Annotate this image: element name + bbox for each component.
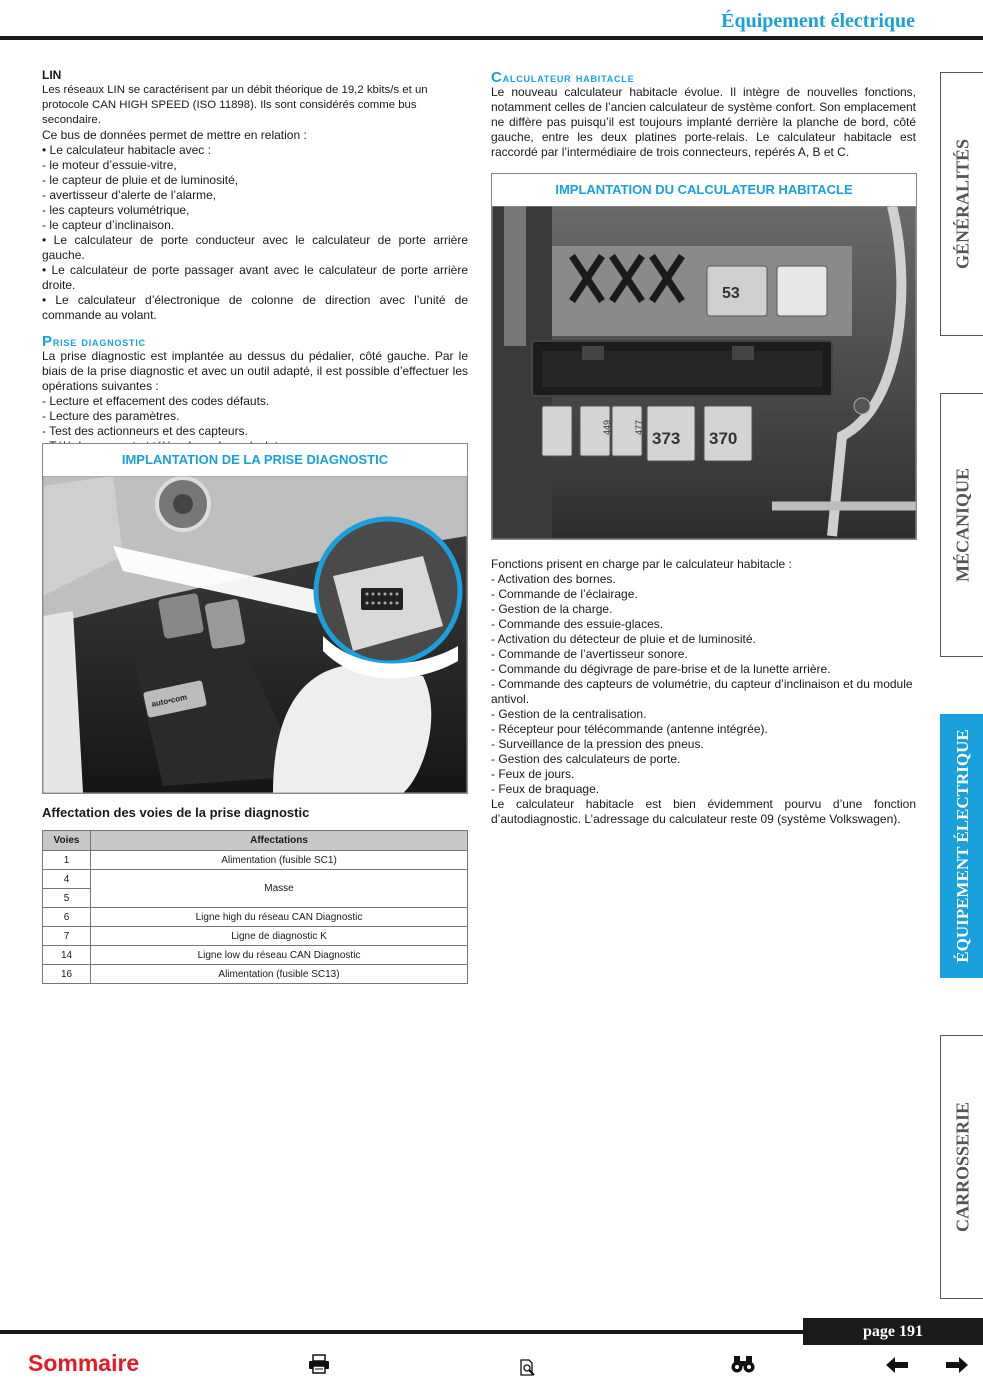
table-row: [43, 946, 468, 965]
section-title: Équipement électrique: [721, 10, 915, 32]
tab-carrosserie[interactable]: [940, 1035, 983, 1299]
arrow-right-icon[interactable]: [946, 1357, 968, 1378]
prise-item: - Lecture des paramètres.: [42, 409, 180, 423]
search-document-icon[interactable]: [519, 1359, 537, 1382]
cell-affectation: Ligne low du réseau CAN Diagnostic: [91, 946, 468, 965]
left-column: [42, 68, 468, 454]
lin-line: • Le calculateur habitacle avec :: [42, 143, 211, 157]
table-row: [43, 927, 468, 946]
cell-affectation: Ligne high du réseau CAN Diagnostic: [91, 908, 468, 927]
lin-line: • Le calculateur de porte conducteur avec le calculateur de porte arrière gauche.: [42, 233, 468, 262]
binoculars-icon[interactable]: [731, 1354, 755, 1379]
tab-label: ÉQUIPEMENT ÉLECTRIQUE: [952, 729, 972, 963]
cell-voie: 14: [43, 946, 91, 965]
lin-line: - le capteur d’inclinaison.: [42, 218, 175, 232]
photo-footwell: [43, 476, 467, 793]
figure-calculateur-habitacle: [491, 173, 917, 540]
function-item: - Gestion de la charge.: [491, 602, 613, 616]
cell-affectation: Alimentation (fusible SC13): [91, 965, 468, 984]
figure-prise-diagnostic: [42, 443, 468, 794]
cell-affectation: Ligne de diagnostic K: [91, 927, 468, 946]
page-number: page 191: [803, 1318, 983, 1345]
tab-label: MÉCANIQUE: [952, 467, 972, 583]
arrow-left-icon[interactable]: [886, 1357, 908, 1378]
tab-label: GÉNÉRALITÉS: [952, 138, 972, 270]
cell-affectation: Alimentation (fusible SC1): [91, 851, 468, 870]
footwell-illustration: [43, 476, 467, 793]
tab-mecanique[interactable]: [940, 393, 983, 657]
cell-voie: 7: [43, 927, 91, 946]
cell-voie: 6: [43, 908, 91, 927]
lin-line: • Le calculateur de porte passager avant avec le calculateur de porte arrière droite.: [42, 263, 468, 292]
table-row: [43, 965, 468, 984]
function-item: - Gestion des calculateurs de porte.: [491, 752, 681, 766]
function-item: - Commande des essuie-glaces.: [491, 617, 664, 631]
voies-table: [42, 830, 468, 984]
tab-generalites[interactable]: [940, 72, 983, 336]
function-item: - Commande de l’éclairage.: [491, 587, 638, 601]
table-row: [43, 908, 468, 927]
device-label: auto•com: [150, 692, 188, 709]
header-rule: [0, 36, 983, 40]
function-item: - Feux de braquage.: [491, 782, 600, 796]
column-header-affectations: Affectations: [91, 831, 468, 851]
lin-line: - le moteur d’essuie-vitre,: [42, 158, 177, 172]
function-item: - Récepteur pour télécommande (antenne intégrée).: [491, 722, 768, 736]
function-item: - Activation du détecteur de pluie et de luminosité.: [491, 632, 756, 646]
prise-intro: La prise diagnostic est implantée au dessus du pédalier, côté gauche. Par le biais de la prise diagnostic et avec un outil adapté, il est possible d’effectuer les opérations suivantes :: [42, 349, 468, 393]
lin-line: - le capteur de pluie et de luminosité,: [42, 173, 239, 187]
figure-caption: IMPLANTATION DE LA PRISE DIAGNOSTIC: [121, 452, 389, 467]
tab-label: CARROSSERIE: [952, 1101, 972, 1233]
function-item: - Gestion de la centralisation.: [491, 707, 647, 721]
prise-item: - Lecture et effacement des codes défauts.: [42, 394, 270, 408]
function-item: - Activation des bornes.: [491, 572, 616, 586]
function-item: - Commande du dégivrage de pare-brise et de la lunette arrière.: [491, 662, 831, 676]
photo-relay-board: [492, 206, 916, 539]
table-title: Affectation des voies de la prise diagnostic: [42, 805, 310, 820]
function-item: - Surveillance de la pression des pneus.: [491, 737, 704, 751]
function-item: - Commande de l’avertisseur sonore.: [491, 647, 688, 661]
print-icon[interactable]: [308, 1354, 330, 1379]
relay-label: 449: [602, 419, 612, 435]
right-column-functions: [491, 557, 916, 827]
lin-heading: LIN: [42, 68, 62, 82]
cell-voie: 4: [43, 870, 91, 889]
lin-line: Ce bus de données permet de mettre en relation :: [42, 128, 307, 142]
prise-item: - Test des actionneurs et des capteurs.: [42, 424, 248, 438]
relay-label: 370: [709, 429, 738, 448]
sommaire-link[interactable]: Sommaire: [28, 1350, 140, 1376]
relay-board-illustration: [492, 206, 916, 539]
table-row: [43, 851, 468, 870]
relay-label: 373: [652, 429, 681, 448]
right-column-intro: [491, 70, 916, 160]
cell-voie: 5: [43, 889, 91, 908]
lin-line: - avertisseur d’alerte de l’alarme,: [42, 188, 217, 202]
relay-label: 53: [722, 285, 740, 302]
functions-conclusion: Le calculateur habitacle est bien évidemment pourvu d’une fonction d’autodiagnostic. L’adressage du calculateur reste 09 (système Volkswagen).: [491, 797, 916, 826]
relay-label: 477: [634, 419, 644, 435]
cell-voie: 16: [43, 965, 91, 984]
calculateur-habitacle-heading: Calculateur habitacle: [491, 69, 635, 86]
tab-equipement-electrique[interactable]: [940, 714, 983, 978]
function-item: - Commande des capteurs de volumétrie, du capteur d’inclinaison et du module antivol.: [491, 677, 913, 706]
figure-caption: IMPLANTATION DU CALCULATEUR HABITACLE: [555, 182, 853, 197]
prise-diagnostic-heading: Prise diagnostic: [42, 333, 146, 350]
cell-voie: 1: [43, 851, 91, 870]
lin-line: - les capteurs volumétrique,: [42, 203, 190, 217]
function-item: - Feux de jours.: [491, 767, 575, 781]
functions-intro: Fonctions prisent en charge par le calculateur habitacle :: [491, 557, 792, 571]
lin-line: • Le calculateur d’électronique de colonne de direction avec l’unité de commande au volant.: [42, 293, 468, 322]
cell-affectation: Masse: [91, 870, 468, 908]
column-header-voies: Voies: [43, 831, 91, 851]
table-header-row: [43, 831, 468, 851]
table-row: [43, 870, 468, 889]
lin-intro: Les réseaux LIN se caractérisent par un débit théorique de 19,2 kbits/s et un protocole CAN HIGH SPEED (ISO 11898). Ils sont considérés comme bus secondaire.: [42, 84, 428, 126]
calculateur-intro: Le nouveau calculateur habitacle évolue. Il intègre de nouvelles fonctions, notamment celles de l’ancien calculateur de système confort. Son emplacement ne diffère pas puisqu’il est toujours implanté derrière la planche de bord, côté gauche, entre les deux platines porte-relais. Le calculateur habitacle est raccordé par l’intermédiaire de trois connecteurs, repérés A, B et C.: [491, 85, 916, 159]
